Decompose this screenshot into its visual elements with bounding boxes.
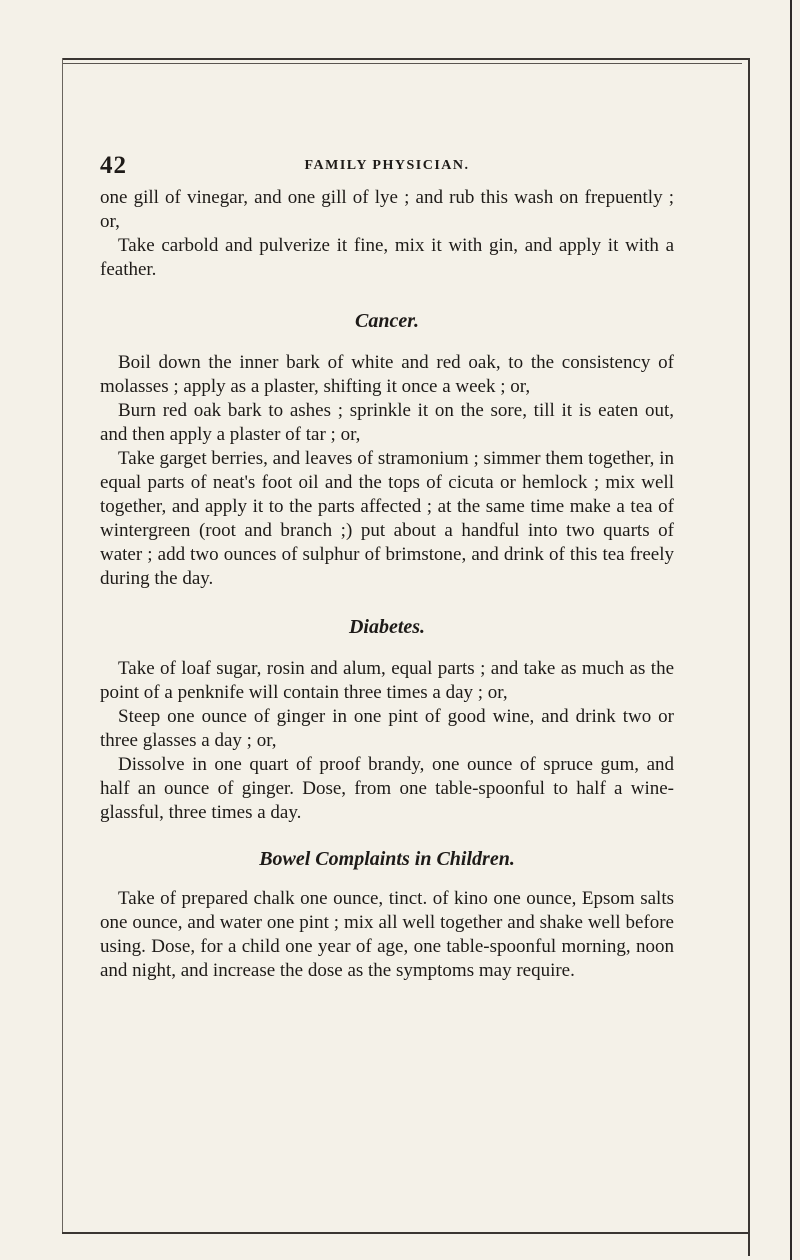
bowel-paragraph: Take of prepared chalk one ounce, tinct. of kino one ounce, Epsom salts one ounce, and water one pint ; mix all well together and shake well before using. Dose, for a child one year of age, one table-spoonful morning, noon and night, and increase the dose as the symptoms may require. bbox=[100, 888, 674, 981]
page-edge-line bbox=[790, 0, 792, 1260]
frame-right-rule bbox=[748, 58, 750, 1256]
section-title-bowel-complaints: Bowel Complaints in Children. bbox=[259, 848, 515, 870]
diabetes-paragraph: Dissolve in one quart of proof brandy, one ounce of spruce gum, and half an ounce of ginger. Dose, from one table-spoonful to half a wine-glassful, three times a day. bbox=[100, 754, 674, 823]
page-number: 42 bbox=[100, 152, 127, 179]
frame-top-rule bbox=[62, 58, 750, 60]
diabetes-paragraph: Steep one ounce of ginger in one pint of good wine, and drink two or three glasses a day ; or, bbox=[100, 706, 674, 751]
page-content bbox=[100, 152, 674, 983]
cancer-paragraph: Burn red oak bark to ashes ; sprinkle it on the sore, till it is eaten out, and then apply a plaster of tar ; or, bbox=[100, 400, 674, 445]
cancer-paragraph: Take garget berries, and leaves of stramonium ; simmer them together, in equal parts of neat's foot oil and the tops of cicuta or hemlock ; mix well together, and apply it to the parts affected ; at the same time make a tea of wintergreen (root and branch ;) put about a handful into two quarts of water ; add two ounces of sulphur of brimstone, and drink of this tea freely during the day. bbox=[100, 448, 674, 589]
intro-paragraph: Take carbold and pulverize it fine, mix it with gin, and apply it with a feather. bbox=[100, 235, 674, 280]
diabetes-paragraph: Take of loaf sugar, rosin and alum, equal parts ; and take as much as the point of a penknife will contain three times a day ; or, bbox=[100, 658, 674, 703]
frame-bottom-rule bbox=[62, 1232, 748, 1234]
page-header bbox=[100, 152, 674, 186]
intro-paragraph: one gill of vinegar, and one gill of lye ; and rub this wash on frepuently ; or, bbox=[100, 187, 674, 232]
frame-top-rule-inner bbox=[62, 63, 742, 64]
cancer-paragraph: Boil down the inner bark of white and red oak, to the consistency of molasses ; apply as a plaster, shifting it once a week ; or, bbox=[100, 352, 674, 397]
section-title-diabetes: Diabetes. bbox=[348, 616, 426, 638]
running-head: FAMILY PHYSICIAN. bbox=[304, 158, 470, 173]
section-title-cancer: Cancer. bbox=[355, 310, 419, 332]
frame-left-rule bbox=[62, 58, 63, 1234]
